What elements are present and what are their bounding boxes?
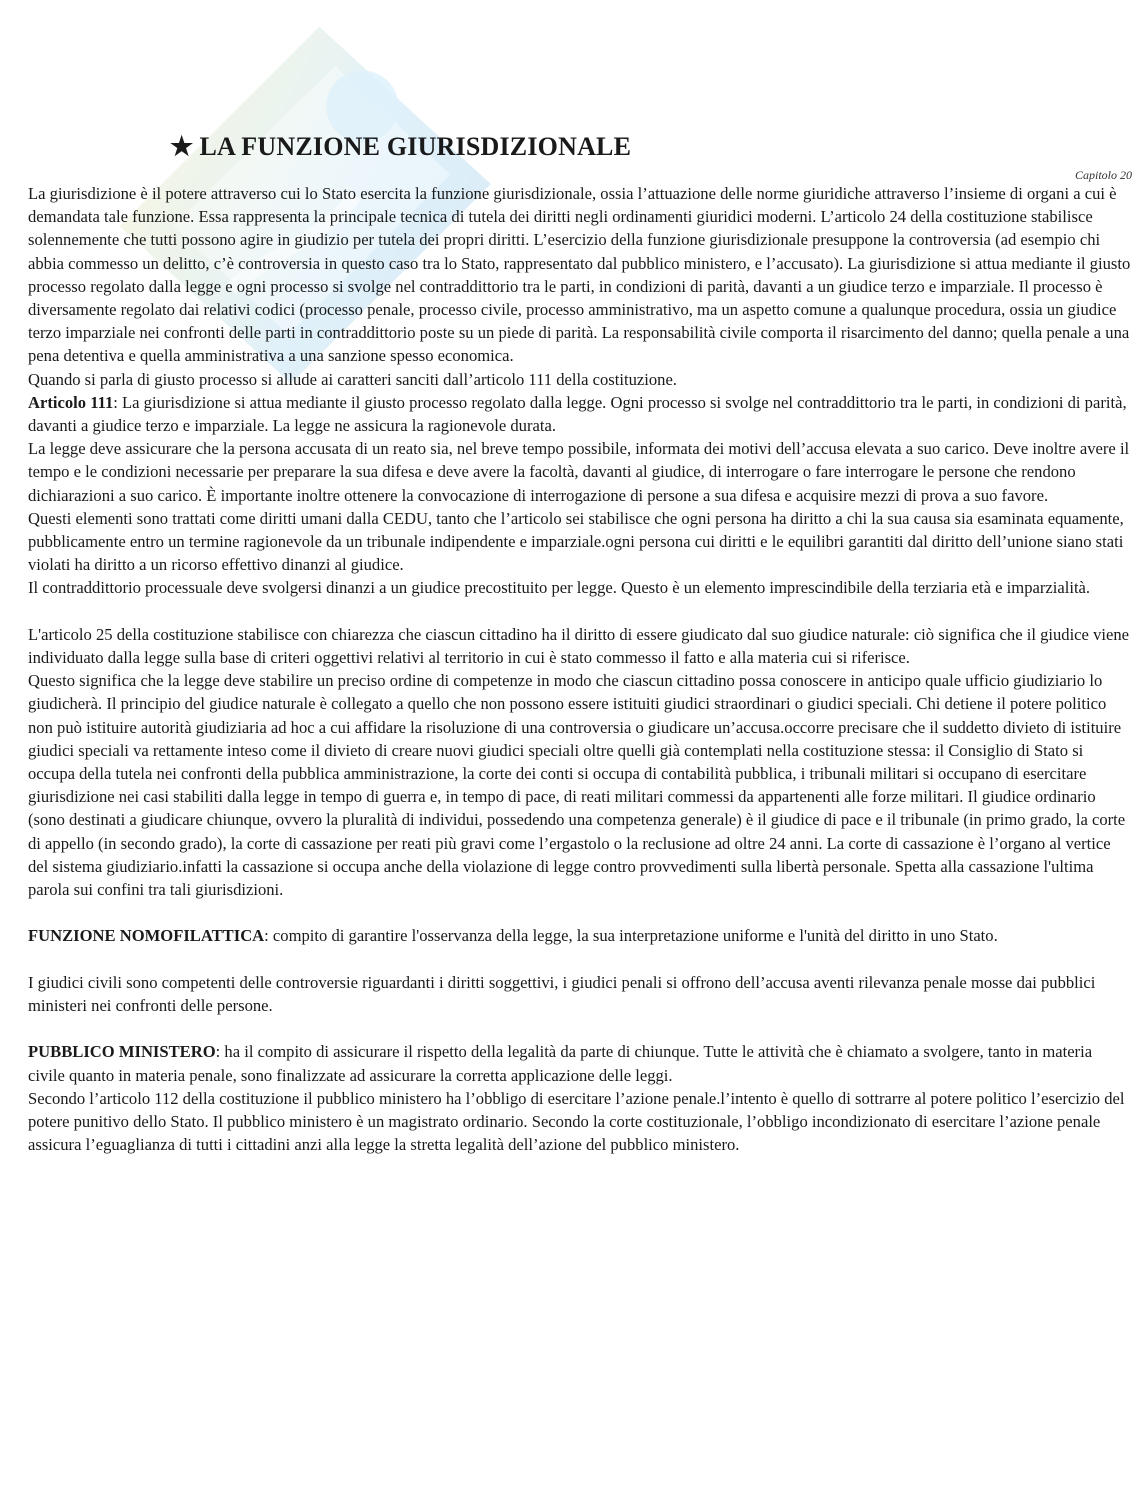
pubblico-ministero-text: : ha il compito di assicurare il rispetto della legalità da parte di chiunque. Tutte le attività che è chiamato a svolgere, tanto in materia civile quanto in materia penale, sono finalizzate ad assicurare la corretta applicazione delle leggi. <box>28 1042 1093 1085</box>
paragraph-articolo-112: Secondo l’articolo 112 della costituzione il pubblico ministero ha l’obbligo di esercitare l’azione penale.l’intento è quello di sottrarre al potere politico l’esercizio del potere punitivo dello Stato. Il pubblico ministero è un magistrato ordinario. Secondo la corte costituzionale, l’obbligo incondizionato di esercitare l’azione penale assicura l’eguaglianza di tutti i cittadini anzi alla legge la stretta legalità dell’azione del pubblico ministero. <box>28 1088 1125 1155</box>
paragraph-gap <box>28 948 1132 971</box>
page-title <box>170 132 631 162</box>
nomofilattica-label: FUNZIONE NOMOFILATTICA <box>28 926 265 946</box>
nomofilattica-text: : compito di garantire l'osservanza della legge, la sua interpretazione uniforme e l'unità del diritto in uno Stato. <box>264 926 998 946</box>
paragraph-giudici-civili: I giudici civili sono competenti delle controversie riguardanti i diritti soggettivi, i giudici penali si offrono dell’accusa aventi rilevanza penale mosse dai pubblici ministeri nei confronti delle persone. <box>28 972 1096 1016</box>
star-icon: ★ <box>170 132 194 161</box>
paragraph-cedu: Questi elementi sono trattati come diritti umani dalla CEDU, tanto che l’articolo sei stabilisce che ogni persona ha diritto a chi la sua causa sia esaminata equamente, pubblicamente entro un termine ragionevole da un tribunale indipendente e imparziale.ogni persona cui diritti e le equilibri garantiti dal diritto dell’unione siano stati violati ha diritto a un ricorso effettivo dinanzi al giudice. <box>28 508 1124 575</box>
paragraph-contraddittorio: Il contraddittorio processuale deve svolgersi dinanzi a un giudice precostituito per legge. Questo è un elemento imprescindibile della terziaria età e imparzialità. <box>28 578 1091 598</box>
paragraph-gap <box>28 1017 1132 1040</box>
paragraph-giurisdizione: La giurisdizione è il potere attraverso cui lo Stato esercita la funzione giurisdizionale, ossia l’attuazione delle norme giuridiche attraverso l’insieme di organi a cui è demandata tale funzione. Essa rappresenta la principale tecnica di tutela dei diritti negli ordinamenti giuridici moderni. L’articolo 24 della costituzione stabilisce solennemente che tutti possono agire in giudizio per tutela dei propri diritti. L’esercizio della funzione giurisdizionale presuppone la controversia (ad esempio chi abbia commesso un delitto, c’è controversia in questo caso tra lo Stato, rappresentato dal pubblico ministero, e l’accusato). La giurisdizione si attua mediante il giusto processo regolato dalla legge e ogni processo si svolge nel contraddittorio tra le parti, in condizioni di parità, davanti a un giudice terzo e imparziale. Il processo è diversamente regolato dai relativi codici (processo penale, processo civile, processo amministrativo, ma un aspetto comune a qualunque procedura, ossia un giudice terzo imparziale nei confronti delle parti in contraddittorio poste su un piede di parità. La responsabilità civile comporta il risarcimento del danno; quella penale a una pena detentiva e quella amministrativa a una sanzione spesso economica. <box>28 184 1131 366</box>
paragraph-pubblico-ministero <box>28 1040 1132 1086</box>
paragraph-gap <box>28 600 1132 623</box>
articolo-111-text: : La giurisdizione si attua mediante il giusto processo regolato dalla legge. Ogni processo si svolge nel contraddittorio tra le parti, in condizioni di parità, davanti a giudice terzo e imparziale. La legge ne assicura la ragionevole durata. <box>28 392 1127 436</box>
chapter-label: Capitolo 20 <box>1074 168 1132 182</box>
paragraph-articolo-25: L'articolo 25 della costituzione stabilisce con chiarezza che ciascun cittadino ha il diritto di essere giudicato dal suo giudice naturale: ciò significa che il giudice viene individuato dalla legge sulla base di criteri oggettivi relativi al territorio in cui è stato commesso il fatto e alla materia cui si riferisce. <box>28 624 1129 668</box>
paragraph-giudice-naturale: Questo significa che la legge deve stabilire un preciso ordine di competenze in modo che ciascun cittadino possa conoscere in anticipo quale ufficio giudiziario lo giudicherà. Il principio del giudice naturale è collegato a quello che non possono essere istituiti giudici straordinari o giudici speciali. Chi detiene il potere politico non può istituire autorità giudiziaria ad hoc a cui affidare la risoluzione di una controversia o giudicare un’accusa.occorre precisare che il suddetto divieto di istituire giudici speciali va rettamente inteso come il divieto di creare nuovi giudici speciali oltre quelli già contemplati nella costituzione stessa: il Consiglio di Stato si occupa della tutela nei confronti della pubblica amministrazione, la corte dei conti si occupa di contabilità pubblica, i tribunali militari si occupano di esercitare giurisdizione nei casi stabiliti dalla legge in tempo di guerra e, in tempo di pace, di reati militari commessi da appartenenti alle forze militari. Il giudice ordinario (sono destinati a giudicare chiunque, ovvero la pluralità di individui, possedendo una competenza generale) è il giudice di pace e il tribunale (in primo grado, la corte di appello (in secondo grado), la corte di cassazione per reati più gravi come l’ergastolo o la reclusione ad oltre 24 anni. La corte di cassazione è l’organo al vertice del sistema giudiziario.infatti la cassazione si occupa anche della violazione di legge contro provvedimenti sulla libertà personale. Spetta alla cassazione l'ultima parola sui confini tra tali giurisdizioni. <box>28 671 1126 900</box>
articolo-111-label: Articolo 111 <box>28 392 114 412</box>
page-title-text: LA FUNZIONE GIURISDIZIONALE <box>199 132 632 161</box>
paragraph-nomofilattica <box>28 924 1132 947</box>
document-body <box>28 182 1132 1156</box>
paragraph-articolo-111 <box>28 391 1132 437</box>
paragraph-giusto-processo: Quando si parla di giusto processo si allude ai caratteri sanciti dall’articolo 111 della costituzione. <box>28 369 677 389</box>
paragraph-gap <box>28 901 1132 924</box>
paragraph-persona-accusata: La legge deve assicurare che la persona accusata di un reato sia, nel breve tempo possibile, informata dei motivi dell’accusa elevata a suo carico. Deve inoltre avere il tempo e le condizioni necessarie per preparare la sua difesa e deve avere la facoltà, davanti al giudice, di interrogare o fare interrogare le persone che rendono dichiarazioni a suo carico. È importante inoltre ottenere la convocazione di interrogazione di persone a sua difesa e acquisire mezzi di prova a suo favore. <box>28 439 1130 505</box>
pubblico-ministero-label: PUBBLICO MINISTERO <box>28 1042 216 1062</box>
